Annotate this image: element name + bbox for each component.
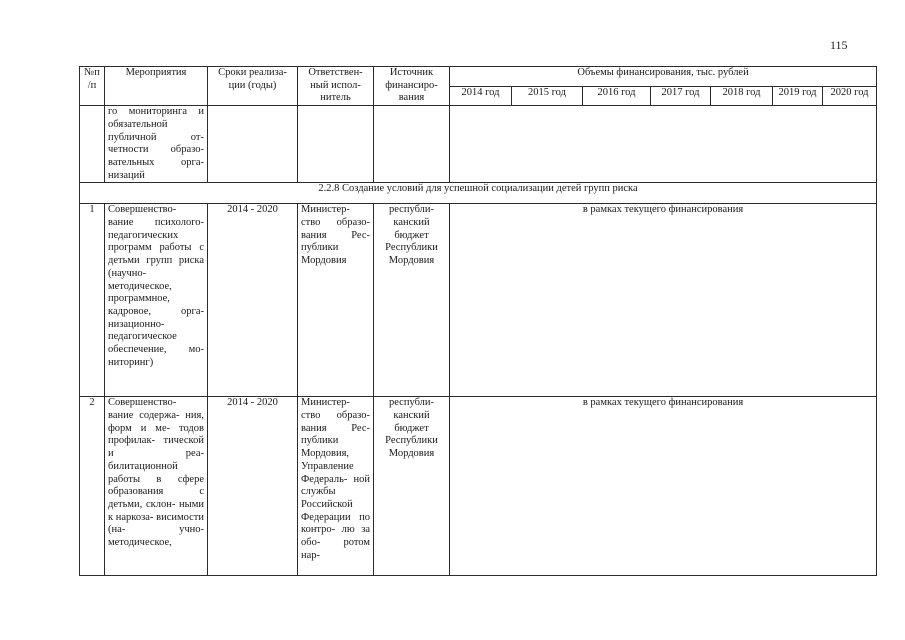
header-year: 2016 год (583, 86, 651, 106)
cell-financing (450, 106, 877, 183)
header-num: №п /п (80, 67, 105, 106)
section-row (80, 183, 877, 204)
cell-financing: в рамках текущего финансирования (450, 204, 877, 397)
cell-executor: Министер- ство образо- вания Рес- публики Мордовия, Управление Федераль- ной службы Российской Федерации по контро- лю за обо- ротом нар- (298, 397, 374, 576)
header-volume: Объемы финансирования, тыс. рублей (450, 67, 877, 87)
cell-num (80, 106, 105, 183)
cell-source: республи- канский бюджет Республики Мордовия (374, 397, 450, 576)
page-number: 115 (830, 38, 848, 52)
cell-period: 2014 - 2020 (208, 204, 298, 397)
cell-activity: го мониторинга и обязательной публичной от- четности образо- вательных орга- низаций (105, 106, 208, 183)
cell-executor: Министер- ство образо- вания Рес- публики Мордовия (298, 204, 374, 397)
header-year: 2018 год (711, 86, 773, 106)
financing-plan-table (79, 66, 877, 576)
header-year: 2020 год (823, 86, 877, 106)
header-year: 2015 год (512, 86, 583, 106)
cell-period: 2014 - 2020 (208, 397, 298, 576)
cell-period (208, 106, 298, 183)
table-row (80, 204, 877, 397)
cell-num: 1 (80, 204, 105, 397)
cell-source: республи- канский бюджет Республики Мордовия (374, 204, 450, 397)
cell-activity: Совершенство- вание содержа- ния, форм и ме- тодов профилак- тической и реа- билитационной работы в сфере образования с детьми, склон- ными к наркоза- висимости (на- учно- методическое, (105, 397, 208, 576)
cell-financing: в рамках текущего финансирования (450, 397, 877, 576)
header-year: 2017 год (651, 86, 711, 106)
section-title: 2.2.8 Создание условий для успешной социализации детей групп риска (80, 183, 877, 204)
cell-activity: Совершенство- вание психолого- педагогических программ работы с детьми групп риска (научно- методическое, программное, кадровое, орга- низационно- педагогическое обеспечение, мо- ниторинг) (105, 204, 208, 397)
table-row (80, 397, 877, 576)
header-source: Источник финансиро- вания (374, 67, 450, 106)
header-row (80, 67, 877, 87)
header-executor: Ответствен- ный испол- нитель (298, 67, 374, 106)
cell-executor (298, 106, 374, 183)
header-year: 2014 год (450, 86, 512, 106)
continuation-row (80, 106, 877, 183)
header-year: 2019 год (773, 86, 823, 106)
cell-source (374, 106, 450, 183)
header-period: Сроки реализа- ции (годы) (208, 67, 298, 106)
cell-num: 2 (80, 397, 105, 576)
header-activity: Мероприятия (105, 67, 208, 106)
